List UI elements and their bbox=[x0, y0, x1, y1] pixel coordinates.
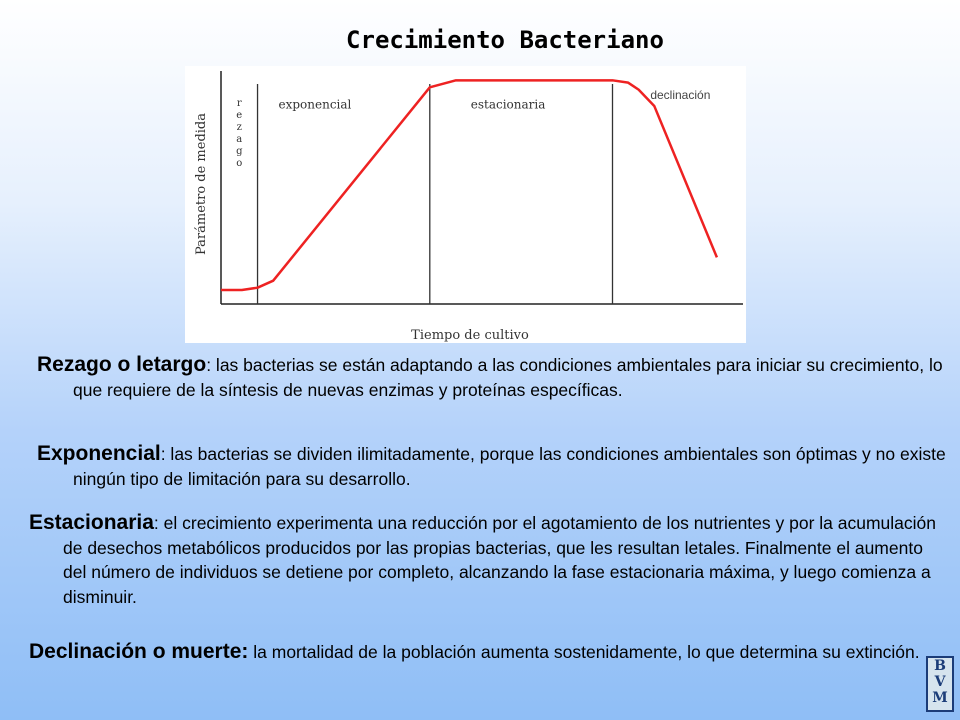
growth-chart-svg bbox=[185, 66, 746, 343]
paragraph-rezago bbox=[37, 353, 953, 402]
logo-letter: M bbox=[932, 690, 948, 706]
y-axis-label: Parámetro de medida bbox=[194, 112, 209, 256]
paragraph-heading: Exponencial bbox=[37, 442, 161, 465]
paragraph-exponencial bbox=[37, 442, 953, 491]
logo-letter: V bbox=[934, 674, 946, 690]
paragraph-heading: Estacionaria bbox=[29, 511, 154, 534]
phase-label-exponencial: exponencial bbox=[278, 97, 352, 112]
paragraph-body: la mortalidad de la población aumenta sostenidamente, lo que determina su extinción. bbox=[248, 642, 920, 662]
bvm-logo bbox=[926, 656, 954, 712]
paragraph-body: : las bacterias se están adaptando a las condiciones ambientales para iniciar su crecimiento, lo que requiere de la síntesis de nuevas enzimas y proteínas específicas. bbox=[73, 355, 943, 400]
phase-label-estacionaria: estacionaria bbox=[470, 97, 546, 112]
growth-chart bbox=[185, 66, 746, 343]
paragraph-body: : el crecimiento experimenta una reducción por el agotamiento de los nutrientes y por la acumulación de desechos metabólicos producidos por las propias bacterias, que les resultan letales. Finalmente el aumento del número de individuos se detiene por completo, alcanzando la fase estacionaria máxima, y luego comienza a disminuir. bbox=[63, 513, 937, 607]
growth-curve-line bbox=[221, 80, 717, 290]
paragraph-declinacion bbox=[29, 640, 943, 665]
paragraph-body: : las bacterias se dividen ilimitadamente, porque las condiciones ambientales son óptimas y no existe ningún tipo de limitación para su desarrollo. bbox=[73, 444, 946, 489]
paragraph-heading: Declinación o muerte: bbox=[29, 640, 249, 663]
logo-letter: B bbox=[934, 658, 946, 674]
page-title: Crecimiento Bacteriano bbox=[346, 26, 664, 54]
x-axis-label: Tiempo de cultivo bbox=[411, 328, 529, 343]
paragraph-estacionaria bbox=[29, 511, 943, 609]
paragraph-heading: Rezago o letargo bbox=[37, 353, 207, 376]
phase-label-declinación: declinación bbox=[650, 87, 711, 102]
phase-label-rezago: r e z a g o bbox=[236, 98, 243, 169]
